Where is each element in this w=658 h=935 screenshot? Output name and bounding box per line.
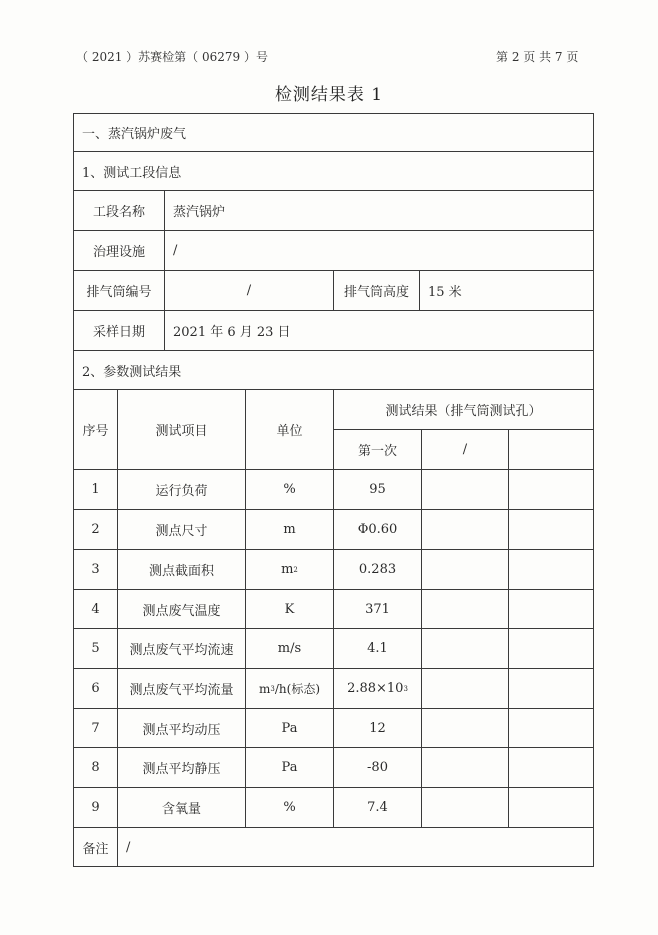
row-no: 3 (91, 562, 100, 577)
row-no: 7 (91, 720, 100, 736)
row-value: 371 (365, 601, 390, 617)
table-rule (421, 429, 422, 827)
col-header-result: 测试结果（排气筒测试孔） (385, 404, 542, 419)
stack-number-value: / (246, 283, 252, 298)
row-unit: % (283, 482, 296, 497)
row-item: 测点截面积 (148, 564, 214, 579)
row-item: 测点废气平均流量 (129, 683, 234, 698)
page-info: 第 2 页 共 7 页 (496, 50, 579, 64)
stack-height-value: 15 米 (428, 285, 462, 300)
row-unit: Pa (281, 720, 298, 736)
row-no: 9 (91, 800, 100, 815)
page-title: 检测结果表 1 (274, 85, 384, 105)
row-no: 2 (91, 522, 100, 537)
row-item: 含氧量 (161, 802, 201, 817)
sampling-date-value: 2021 年 6 月 23 日 (173, 325, 291, 340)
remark-label: 备注 (82, 841, 109, 857)
col-header-no: 序号 (82, 424, 109, 439)
row-item: 测点废气平均流速 (129, 643, 234, 658)
unit-base: m (281, 562, 294, 577)
row-value: -80 (367, 760, 388, 775)
unit-base: m (259, 681, 271, 696)
value-base: 2.88×10 (347, 681, 404, 696)
row-value: Φ0.60 (357, 522, 398, 537)
unit-tail: /h(标态) (274, 682, 320, 696)
row-unit: m 2 (281, 562, 298, 577)
row-value: 95 (369, 482, 386, 497)
row-item: 测点平均动压 (142, 722, 221, 738)
table-border-bottom (73, 866, 594, 867)
row-no: 4 (91, 601, 100, 617)
process-name-value: 蒸汽锅炉 (173, 205, 226, 220)
section-title-boiler-exhaust: 一、蒸汽锅炉废气 (82, 127, 187, 142)
row-unit: K (284, 601, 295, 617)
row-item: 运行负荷 (155, 484, 208, 499)
row-unit: Pa (281, 760, 298, 775)
col-header-first: 第一次 (357, 444, 397, 459)
row-unit: % (283, 800, 296, 815)
row-value: 7.4 (367, 800, 388, 815)
col-header-unit: 单位 (276, 424, 303, 439)
row-unit: m (283, 522, 296, 537)
row-no: 5 (91, 641, 100, 656)
row-unit: m/s (277, 641, 302, 656)
row-item: 测点尺寸 (155, 524, 208, 539)
row-unit: m 3 /h(标态) (259, 681, 320, 696)
row-value: 4.1 (367, 641, 388, 656)
remark-value: / (126, 839, 131, 855)
table-rule (508, 429, 509, 827)
col-header-slash: / (462, 442, 468, 457)
stack-number-label: 排气筒编号 (86, 285, 152, 300)
process-name-label: 工段名称 (92, 205, 145, 220)
treatment-value: / (173, 243, 178, 258)
col-header-item: 测试项目 (155, 424, 208, 439)
treatment-label: 治理设施 (92, 245, 145, 260)
table-border-right (593, 113, 594, 867)
stack-height-label: 排气筒高度 (343, 285, 409, 300)
row-no: 6 (91, 681, 100, 696)
row-value: 12 (369, 720, 386, 736)
row-no: 8 (91, 760, 100, 775)
row-item: 测点废气温度 (142, 603, 221, 619)
section-title-process-info: 1、测试工段信息 (82, 165, 182, 181)
row-value: 0.283 (358, 562, 397, 577)
section-title-parameters: 2、参数测试结果 (82, 364, 182, 380)
sampling-date-label: 采样日期 (92, 325, 145, 340)
report-number: （ 2021 ）苏赛检第（ 06279 ）号 (76, 50, 268, 64)
row-no: 1 (91, 482, 100, 497)
row-item: 测点平均静压 (142, 762, 221, 777)
row-value: 2.88×10 3 (347, 681, 408, 696)
